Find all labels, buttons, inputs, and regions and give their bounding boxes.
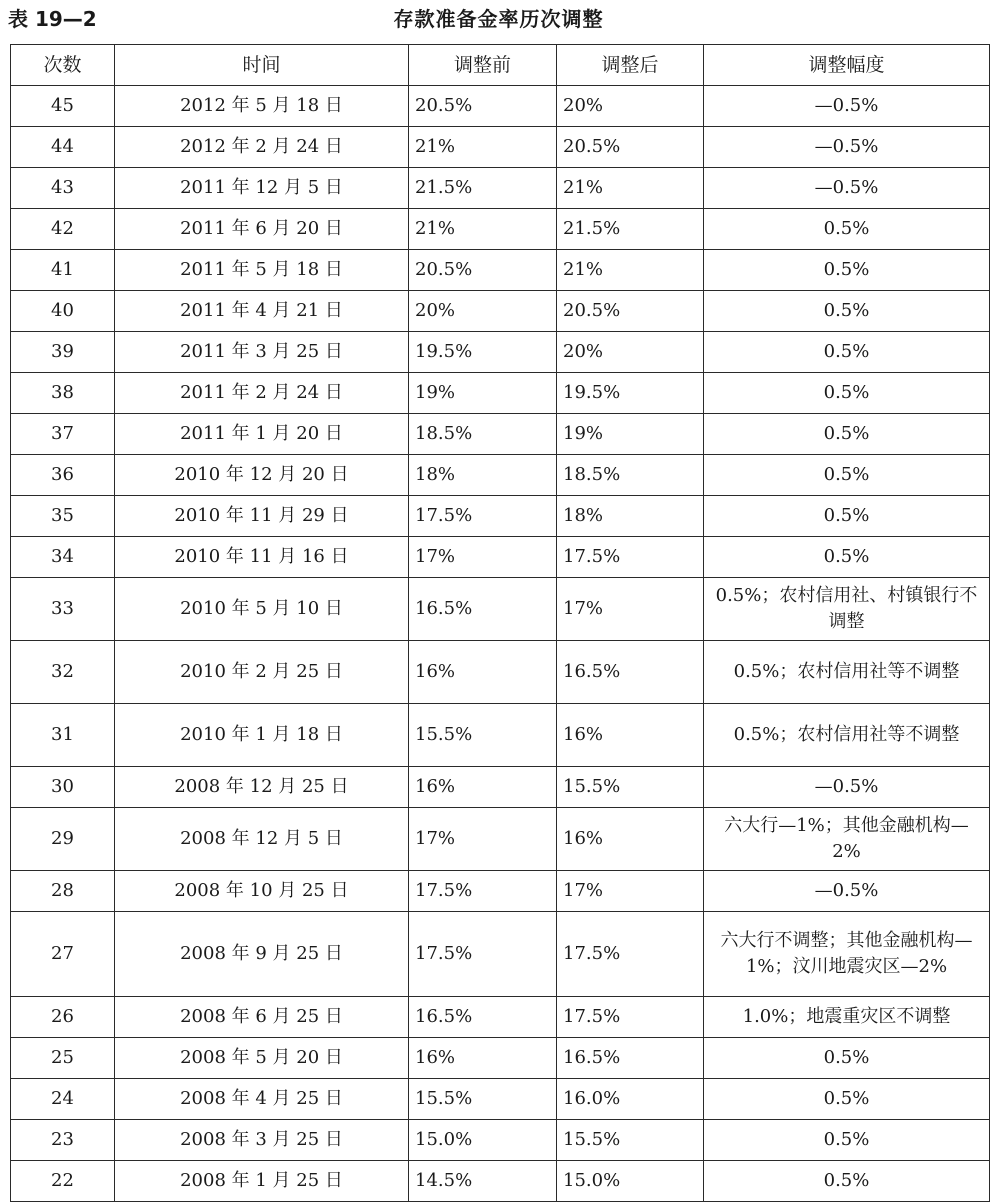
header-date: 时间 [115, 45, 409, 86]
cell-change: —0.5% [704, 767, 990, 808]
cell-before: 18% [409, 455, 557, 496]
cell-before: 20.5% [409, 250, 557, 291]
cell-change: —0.5% [704, 871, 990, 912]
cell-date: 2008 年 3 月 25 日 [115, 1120, 409, 1161]
table-row [11, 537, 990, 578]
table-row [11, 168, 990, 209]
cell-after: 16.0% [557, 1079, 704, 1120]
cell-before: 16% [409, 641, 557, 704]
cell-change: 0.5% [704, 1120, 990, 1161]
table-row [11, 496, 990, 537]
cell-count: 29 [11, 808, 115, 871]
table-row [11, 332, 990, 373]
cell-date: 2012 年 2 月 24 日 [115, 127, 409, 168]
table-row [11, 871, 990, 912]
cell-before: 18.5% [409, 414, 557, 455]
cell-count: 25 [11, 1038, 115, 1079]
table-row [11, 1161, 990, 1202]
cell-date: 2011 年 5 月 18 日 [115, 250, 409, 291]
cell-date: 2011 年 12 月 5 日 [115, 168, 409, 209]
cell-date: 2008 年 12 月 5 日 [115, 808, 409, 871]
cell-before: 15.5% [409, 704, 557, 767]
cell-count: 31 [11, 704, 115, 767]
cell-change: 0.5% [704, 291, 990, 332]
cell-change: 0.5% [704, 250, 990, 291]
cell-before: 19% [409, 373, 557, 414]
cell-change: 0.5% [704, 537, 990, 578]
cell-before: 20.5% [409, 86, 557, 127]
cell-before: 16.5% [409, 578, 557, 641]
cell-after: 21% [557, 250, 704, 291]
cell-change: 0.5% [704, 373, 990, 414]
table-row [11, 912, 990, 997]
cell-before: 14.5% [409, 1161, 557, 1202]
table-row [11, 808, 990, 871]
cell-change: 0.5%；农村信用社等不调整 [704, 704, 990, 767]
cell-after: 20.5% [557, 127, 704, 168]
header-row [11, 45, 990, 86]
cell-before: 20% [409, 291, 557, 332]
cell-count: 44 [11, 127, 115, 168]
cell-change: —0.5% [704, 86, 990, 127]
cell-before: 19.5% [409, 332, 557, 373]
cell-count: 22 [11, 1161, 115, 1202]
cell-after: 15.5% [557, 767, 704, 808]
cell-count: 24 [11, 1079, 115, 1120]
cell-after: 16.5% [557, 641, 704, 704]
cell-change: 0.5% [704, 332, 990, 373]
cell-change: 0.5% [704, 455, 990, 496]
cell-date: 2012 年 5 月 18 日 [115, 86, 409, 127]
cell-change: 0.5% [704, 1161, 990, 1202]
table-row [11, 250, 990, 291]
cell-after: 16.5% [557, 1038, 704, 1079]
cell-date: 2010 年 12 月 20 日 [115, 455, 409, 496]
cell-change: 0.5% [704, 1079, 990, 1120]
header-after: 调整后 [557, 45, 704, 86]
cell-change: 1.0%；地震重灾区不调整 [704, 997, 990, 1038]
cell-change: 六大行不调整；其他金融机构—1%；汶川地震灾区—2% [704, 912, 990, 997]
reserve-ratio-table [10, 44, 990, 1202]
cell-date: 2010 年 2 月 25 日 [115, 641, 409, 704]
table-row [11, 1120, 990, 1161]
cell-change: 0.5% [704, 414, 990, 455]
cell-date: 2008 年 5 月 20 日 [115, 1038, 409, 1079]
cell-after: 15.0% [557, 1161, 704, 1202]
cell-before: 15.5% [409, 1079, 557, 1120]
header-before: 调整前 [409, 45, 557, 86]
cell-after: 18% [557, 496, 704, 537]
cell-change: 六大行—1%；其他金融机构—2% [704, 808, 990, 871]
header-change: 调整幅度 [704, 45, 990, 86]
cell-date: 2008 年 12 月 25 日 [115, 767, 409, 808]
cell-date: 2008 年 6 月 25 日 [115, 997, 409, 1038]
cell-after: 20% [557, 332, 704, 373]
cell-count: 36 [11, 455, 115, 496]
cell-before: 17.5% [409, 496, 557, 537]
cell-date: 2011 年 4 月 21 日 [115, 291, 409, 332]
cell-count: 27 [11, 912, 115, 997]
cell-after: 17.5% [557, 997, 704, 1038]
table-row [11, 578, 990, 641]
cell-change: —0.5% [704, 168, 990, 209]
cell-before: 17.5% [409, 912, 557, 997]
table-row [11, 86, 990, 127]
cell-date: 2008 年 1 月 25 日 [115, 1161, 409, 1202]
cell-before: 21% [409, 209, 557, 250]
header-count: 次数 [11, 45, 115, 86]
cell-count: 42 [11, 209, 115, 250]
table-row [11, 209, 990, 250]
cell-count: 41 [11, 250, 115, 291]
table-row [11, 414, 990, 455]
table-row [11, 127, 990, 168]
cell-date: 2008 年 9 月 25 日 [115, 912, 409, 997]
table-row [11, 291, 990, 332]
cell-after: 21% [557, 168, 704, 209]
table-number: 表 19—2 [8, 7, 97, 31]
cell-count: 32 [11, 641, 115, 704]
table-body [11, 86, 990, 1202]
cell-count: 23 [11, 1120, 115, 1161]
table-row [11, 767, 990, 808]
table-caption [0, 0, 997, 44]
cell-after: 17% [557, 578, 704, 641]
cell-change: 0.5%；农村信用社等不调整 [704, 641, 990, 704]
cell-before: 17% [409, 537, 557, 578]
cell-count: 40 [11, 291, 115, 332]
cell-after: 21.5% [557, 209, 704, 250]
cell-after: 18.5% [557, 455, 704, 496]
cell-date: 2011 年 2 月 24 日 [115, 373, 409, 414]
cell-change: 0.5% [704, 496, 990, 537]
cell-after: 16% [557, 808, 704, 871]
cell-count: 34 [11, 537, 115, 578]
cell-count: 39 [11, 332, 115, 373]
cell-before: 17.5% [409, 871, 557, 912]
cell-after: 20.5% [557, 291, 704, 332]
cell-change: —0.5% [704, 127, 990, 168]
table-row [11, 704, 990, 767]
table-title: 存款准备金率历次调整 [393, 7, 604, 31]
table-row [11, 1038, 990, 1079]
table-row [11, 997, 990, 1038]
cell-count: 28 [11, 871, 115, 912]
cell-after: 17.5% [557, 537, 704, 578]
cell-date: 2010 年 11 月 16 日 [115, 537, 409, 578]
cell-after: 15.5% [557, 1120, 704, 1161]
cell-change: 0.5% [704, 209, 990, 250]
table-header [11, 45, 990, 86]
cell-date: 2010 年 1 月 18 日 [115, 704, 409, 767]
cell-after: 17% [557, 871, 704, 912]
table-row [11, 1079, 990, 1120]
cell-before: 16.5% [409, 997, 557, 1038]
cell-date: 2011 年 6 月 20 日 [115, 209, 409, 250]
cell-count: 38 [11, 373, 115, 414]
cell-date: 2008 年 10 月 25 日 [115, 871, 409, 912]
cell-count: 45 [11, 86, 115, 127]
cell-after: 17.5% [557, 912, 704, 997]
cell-date: 2008 年 4 月 25 日 [115, 1079, 409, 1120]
cell-change: 0.5%；农村信用社、村镇银行不调整 [704, 578, 990, 641]
cell-after: 16% [557, 704, 704, 767]
table-row [11, 455, 990, 496]
cell-before: 16% [409, 767, 557, 808]
cell-change: 0.5% [704, 1038, 990, 1079]
cell-before: 17% [409, 808, 557, 871]
cell-date: 2011 年 1 月 20 日 [115, 414, 409, 455]
cell-count: 35 [11, 496, 115, 537]
cell-count: 37 [11, 414, 115, 455]
cell-after: 19% [557, 414, 704, 455]
cell-date: 2011 年 3 月 25 日 [115, 332, 409, 373]
cell-before: 16% [409, 1038, 557, 1079]
cell-count: 33 [11, 578, 115, 641]
cell-date: 2010 年 11 月 29 日 [115, 496, 409, 537]
cell-before: 21.5% [409, 168, 557, 209]
cell-after: 20% [557, 86, 704, 127]
cell-count: 26 [11, 997, 115, 1038]
cell-count: 30 [11, 767, 115, 808]
cell-count: 43 [11, 168, 115, 209]
cell-date: 2010 年 5 月 10 日 [115, 578, 409, 641]
cell-before: 15.0% [409, 1120, 557, 1161]
table-row [11, 373, 990, 414]
cell-after: 19.5% [557, 373, 704, 414]
table-row [11, 641, 990, 704]
cell-before: 21% [409, 127, 557, 168]
